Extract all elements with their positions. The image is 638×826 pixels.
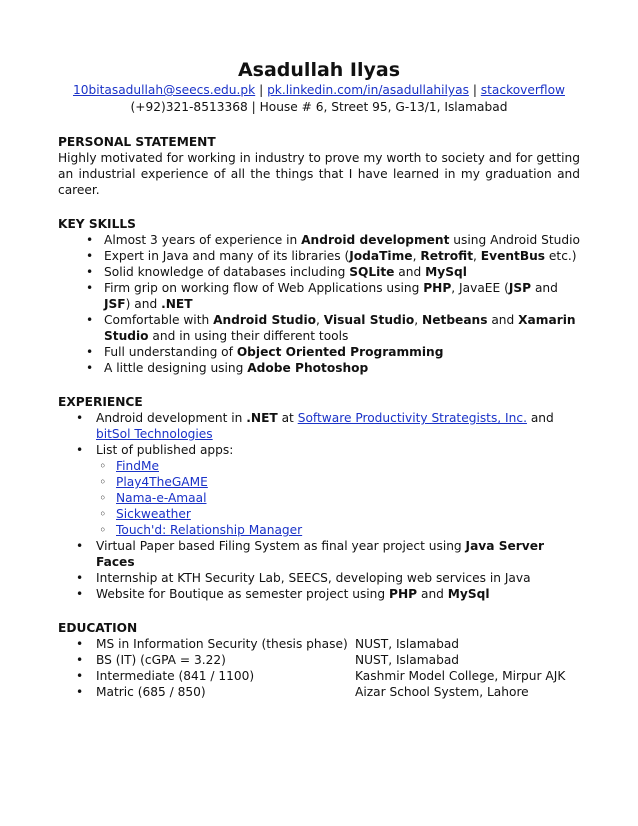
experience-title: EXPERIENCE [58, 395, 143, 409]
published-app-item [58, 490, 580, 506]
skill-item [58, 312, 580, 344]
email-link[interactable]: 10bitasadullah@seecs.edu.pk [72, 83, 256, 97]
education-row [58, 652, 580, 668]
text-run: Comfortable with [104, 313, 214, 327]
app-link[interactable]: Play4TheGAME [116, 475, 208, 489]
text-run: Android development in [96, 411, 247, 425]
institution: NUST, Islamabad [355, 637, 460, 651]
bold-term: Visual Studio [323, 313, 415, 327]
text-run: , [412, 249, 421, 263]
published-app-item [58, 506, 580, 522]
text-run: Almost 3 years of experience in [104, 233, 302, 247]
text-run: at [277, 411, 298, 425]
text-run: and [417, 587, 448, 601]
text-run: and [526, 411, 554, 425]
skill-item [58, 280, 580, 312]
text-run: , [414, 313, 423, 327]
bold-term: JSF [104, 297, 126, 311]
skill-item [58, 232, 580, 248]
experience-item: • List of published apps: [58, 442, 580, 458]
bold-term: Java Server Faces [96, 539, 544, 569]
separator: | [259, 83, 264, 97]
bold-term: MySql [425, 265, 467, 279]
bold-term: Object Oriented Programming [236, 345, 444, 359]
separator: | [472, 83, 477, 97]
bold-term: Netbeans [422, 313, 488, 327]
experience-item [58, 410, 580, 442]
education-title: EDUCATION [58, 621, 138, 635]
education-row [58, 668, 580, 684]
text-run: Expert in Java and many of its libraries ( [104, 249, 350, 263]
bold-term: JSP [508, 281, 532, 295]
personal-statement-title: PERSONAL STATEMENT [58, 135, 216, 149]
published-app-item [58, 522, 580, 538]
text-run: and in using their different tools [148, 329, 349, 343]
degree: Intermediate (841 / 1100) [96, 669, 255, 683]
experience-item [58, 570, 580, 586]
institution: NUST, Islamabad [355, 653, 460, 667]
experience-item [58, 586, 580, 602]
app-link[interactable]: Nama-e-Amaal [116, 491, 207, 505]
text-run: , [473, 249, 481, 263]
experience-item [58, 538, 580, 570]
company-link[interactable]: bitSol Technologies [96, 427, 213, 441]
app-link[interactable]: Touch'd: Relationship Manager [116, 523, 303, 537]
degree: BS (IT) (cGPA = 3.22) [96, 653, 226, 667]
bold-term: Xamarin Studio [104, 313, 576, 343]
experience-list [58, 410, 580, 602]
bold-term: Retrofit [420, 249, 474, 263]
text-run: etc.) [545, 249, 577, 263]
bold-term: .NET [161, 297, 193, 311]
personal-statement-text: Highly motivated for working in industry to prove my worth to society and for getting an industrial experience of all the things that I have learned in my graduation and career. [58, 151, 580, 197]
phone-address: (+92)321-8513368 | House # 6, Street 95, G-13/1, Islamabad [130, 100, 508, 114]
text-run: Virtual Paper based Filing System as final year project using [96, 539, 466, 553]
education-list [58, 636, 580, 700]
text-run: Solid knowledge of databases including [104, 265, 350, 279]
skill-item [58, 360, 580, 376]
app-link[interactable]: Sickweather [116, 507, 191, 521]
institution: Kashmir Model College, Mirpur AJK [355, 669, 566, 683]
text-run: A little designing using [104, 361, 248, 375]
skill-item [58, 264, 580, 280]
bold-term: Android development [301, 233, 450, 247]
bold-term: PHP [423, 281, 452, 295]
text-run: and [394, 265, 426, 279]
bold-term: MySql [447, 587, 490, 601]
contact-links [58, 82, 580, 99]
bold-term: .NET [246, 411, 278, 425]
bold-term: Android Studio [213, 313, 316, 327]
stackoverflow-link[interactable]: stackoverflow [480, 83, 565, 97]
bold-term: Adobe Photoshop [247, 361, 369, 375]
app-link[interactable]: FindMe [116, 459, 159, 473]
key-skills-list [58, 232, 580, 376]
bold-term: EventBus [480, 249, 546, 263]
company-link[interactable]: Software Productivity Strategists, Inc. [297, 411, 527, 425]
degree: MS in Information Security (thesis phase) [96, 637, 348, 651]
text-run: and [531, 281, 558, 295]
text-run: ) and [125, 297, 162, 311]
skill-item [58, 344, 580, 360]
text-run: Full understanding of [104, 345, 237, 359]
published-app-item [58, 474, 580, 490]
skill-item [58, 248, 580, 264]
candidate-name: Asadullah Ilyas [237, 59, 401, 81]
text-run: Website for Boutique as semester project using [96, 587, 390, 601]
published-app-item [58, 458, 580, 474]
resume-page [58, 58, 580, 700]
text-run: Internship at KTH Security Lab, SEECS, developing web services in Java [96, 571, 531, 585]
text-run: using Android Studio [449, 233, 580, 247]
linkedin-link[interactable]: pk.linkedin.com/in/asadullahilyas [267, 83, 469, 97]
bold-term: SQLite [349, 265, 395, 279]
text-run: Firm grip on working flow of Web Applications using [104, 281, 424, 295]
degree: Matric (685 / 850) [96, 685, 206, 699]
education-row [58, 684, 580, 700]
bold-term: JodaTime [349, 249, 413, 263]
institution: Aizar School System, Lahore [355, 685, 529, 699]
text-run: , JavaEE ( [451, 281, 509, 295]
text-run: , [316, 313, 324, 327]
bold-term: PHP [389, 587, 418, 601]
text-run: and [487, 313, 519, 327]
education-row [58, 636, 580, 652]
key-skills-title: KEY SKILLS [58, 217, 136, 231]
